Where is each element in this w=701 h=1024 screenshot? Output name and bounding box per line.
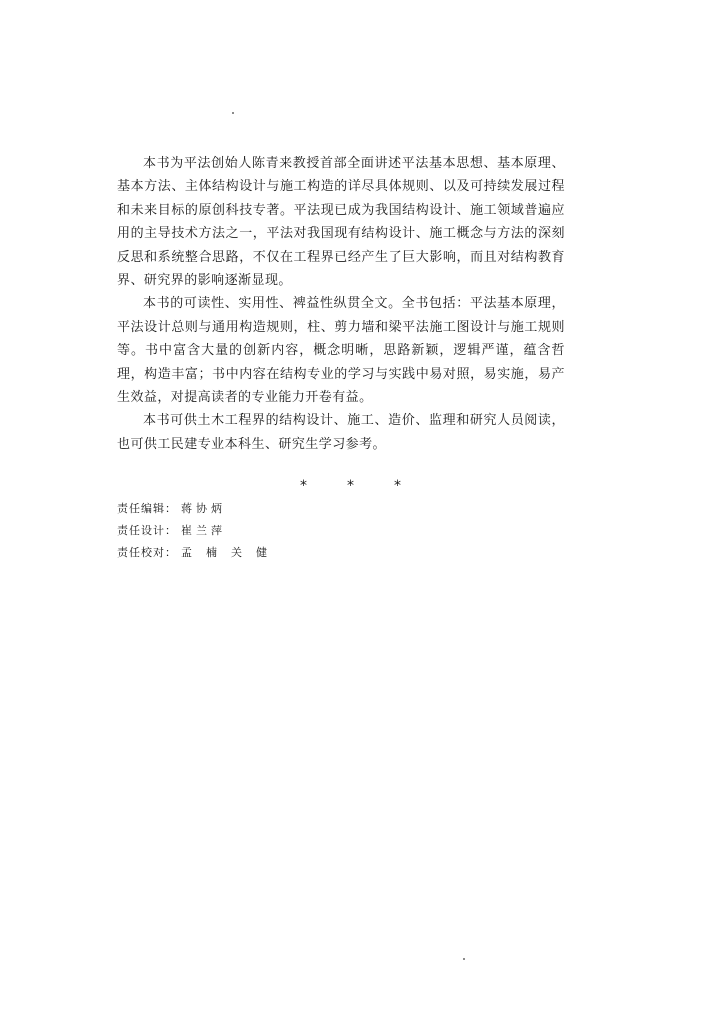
separator-asterisk: * xyxy=(300,478,307,494)
credit-label: 责任校对： xyxy=(117,546,177,559)
separator-asterisk: * xyxy=(347,478,354,494)
credit-editor xyxy=(117,498,281,520)
credit-proofreader xyxy=(117,542,281,564)
editorial-credits xyxy=(117,498,281,564)
credit-label: 责任设计： xyxy=(117,524,177,537)
description-paragraph-1: 本书为平法创始人陈青来教授首部全面讲述平法基本思想、基本原理、基本方法、主体结构设计与施工构造的详尽具体规则、以及可持续发展过程和未来目标的原创科技专著。平法现已成为我国结构设计、施工领域普遍应用的主导技术方法之一，平法对我国现有结构设计、施工概念与方法的深刻反思和系统整合思路，不仅在工程界已经产生了巨大影响，而且对结构教育界、研究界的影响逐渐显现。 xyxy=(117,156,565,289)
credit-value: 蒋协炳 xyxy=(181,502,226,515)
separator-asterisk: * xyxy=(394,478,401,494)
credit-value: 崔兰萍 xyxy=(181,524,226,537)
description-paragraph-2: 本书的可读性、实用性、裨益性纵贯全文。全书包括：平法基本原理，平法设计总则与通用构造规则，柱、剪力墙和梁平法施工图设计与施工规则等。书中富含大量的创新内容，概念明晰，思路新颖，逻辑严谨，蕴含哲理，构造丰富；书中内容在结构专业的学习与实践中易对照，易实施，易产生效益，对提高读者的专业能力开卷有益。 xyxy=(117,296,565,406)
credit-value: 孟楠关健 xyxy=(181,546,281,559)
book-description xyxy=(117,152,565,456)
description-paragraph-3: 本书可供土木工程界的结构设计、施工、造价、监理和研究人员阅读，也可供工民建专业本科生、研究生学习参考。 xyxy=(117,413,565,452)
credit-designer xyxy=(117,520,281,542)
credit-label: 责任编辑： xyxy=(117,502,177,515)
scan-speck xyxy=(463,958,465,960)
section-separator xyxy=(0,478,701,494)
scan-speck xyxy=(232,112,234,114)
